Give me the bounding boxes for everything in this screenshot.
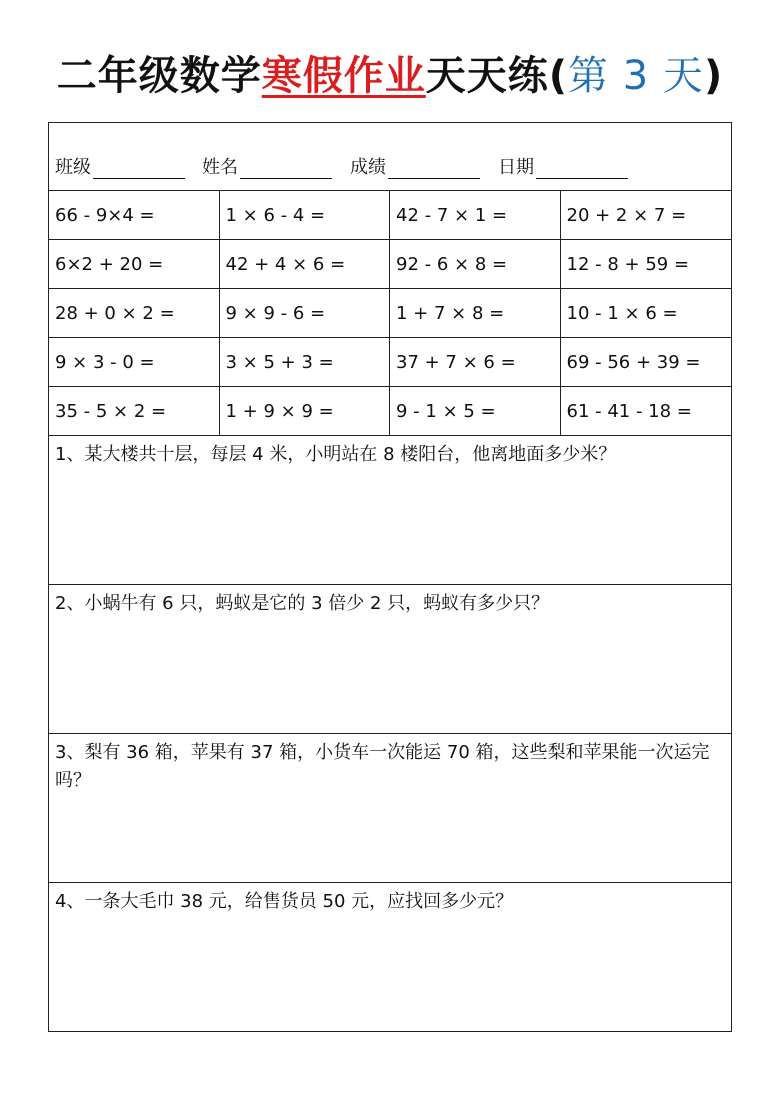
calculation-grid (49, 191, 731, 436)
exercise-cell[interactable]: 10 - 1 × 6 = (566, 303, 678, 324)
exercise-cell[interactable]: 61 - 41 - 18 = (566, 401, 692, 422)
exercise-cell[interactable]: 42 + 4 × 6 = (220, 240, 391, 288)
date-blank-line[interactable] (536, 158, 628, 179)
exercise-cell[interactable]: 9 × 3 - 0 = (49, 338, 220, 386)
exercise-cell[interactable]: 6×2 + 20 = (49, 240, 220, 288)
exercise-row (49, 289, 731, 338)
exercise-row (49, 191, 731, 240)
word-problem-text: 1、某大楼共十层，每层 4 米，小明站在 8 楼阳台，他离地面多少米？ (55, 444, 617, 465)
exercise-cell[interactable]: 42 - 7 × 1 = (390, 191, 561, 239)
exercise-row (49, 240, 731, 289)
date-field[interactable] (498, 153, 628, 179)
title-winter-homework: 寒假作业 (261, 53, 426, 99)
date-label: 日期 (498, 157, 534, 178)
word-problem-1[interactable] (49, 436, 731, 585)
name-field[interactable] (202, 153, 332, 179)
title-grade: 二年级数学 (56, 53, 262, 99)
exercise-cell[interactable]: 92 - 6 × 8 = (390, 240, 561, 288)
exercise-cell[interactable]: 1 + 7 × 8 = (390, 289, 561, 337)
exercise-cell[interactable]: 66 - 9×4 = (49, 191, 220, 239)
score-field[interactable] (350, 153, 480, 179)
exercise-cell[interactable]: 28 + 0 × 2 = (49, 289, 220, 337)
exercise-cell[interactable]: 1 + 9 × 9 = (220, 387, 391, 435)
class-blank-line[interactable] (93, 158, 185, 179)
score-label: 成绩 (350, 157, 386, 178)
student-info-row (49, 123, 731, 191)
exercise-cell[interactable]: 20 + 2 × 7 = (566, 205, 687, 226)
exercise-row (49, 338, 731, 387)
word-problem-text: 4、一条大毛巾 38 元，给售货员 50 元，应找回多少元？ (55, 891, 514, 912)
score-blank-line[interactable] (388, 158, 480, 179)
class-label: 班级 (55, 157, 91, 178)
exercise-row (49, 387, 731, 436)
exercise-cell[interactable]: 69 - 56 + 39 = (566, 352, 701, 373)
word-problem-text: 3、梨有 36 箱，苹果有 37 箱，小货车一次能运 70 箱，这些梨和苹果能一次运完吗？ (55, 742, 710, 791)
title-close-paren: ) (703, 53, 724, 99)
title-day-number: 第 3 天 (568, 53, 704, 99)
name-blank-line[interactable] (240, 158, 332, 179)
class-field[interactable] (55, 153, 185, 179)
word-problem-text: 2、小蜗牛有 6 只，蚂蚁是它的 3 倍少 2 只，蚂蚁有多少只？ (55, 593, 550, 614)
exercise-cell[interactable]: 35 - 5 × 2 = (49, 387, 220, 435)
word-problem-4[interactable] (49, 883, 731, 1030)
exercise-cell[interactable]: 3 × 5 + 3 = (220, 338, 391, 386)
exercise-cell[interactable]: 9 × 9 - 6 = (220, 289, 391, 337)
word-problem-3[interactable] (49, 734, 731, 883)
title-daily-practice: 天天练( (425, 53, 569, 99)
word-problem-2[interactable] (49, 585, 731, 734)
page-title (0, 48, 780, 104)
exercise-cell[interactable]: 1 × 6 - 4 = (220, 191, 391, 239)
exercise-cell[interactable]: 9 - 1 × 5 = (390, 387, 561, 435)
exercise-cell[interactable]: 12 - 8 + 59 = (566, 254, 690, 275)
worksheet (48, 122, 732, 1032)
exercise-cell[interactable]: 37 + 7 × 6 = (390, 338, 561, 386)
name-label: 姓名 (202, 157, 238, 178)
